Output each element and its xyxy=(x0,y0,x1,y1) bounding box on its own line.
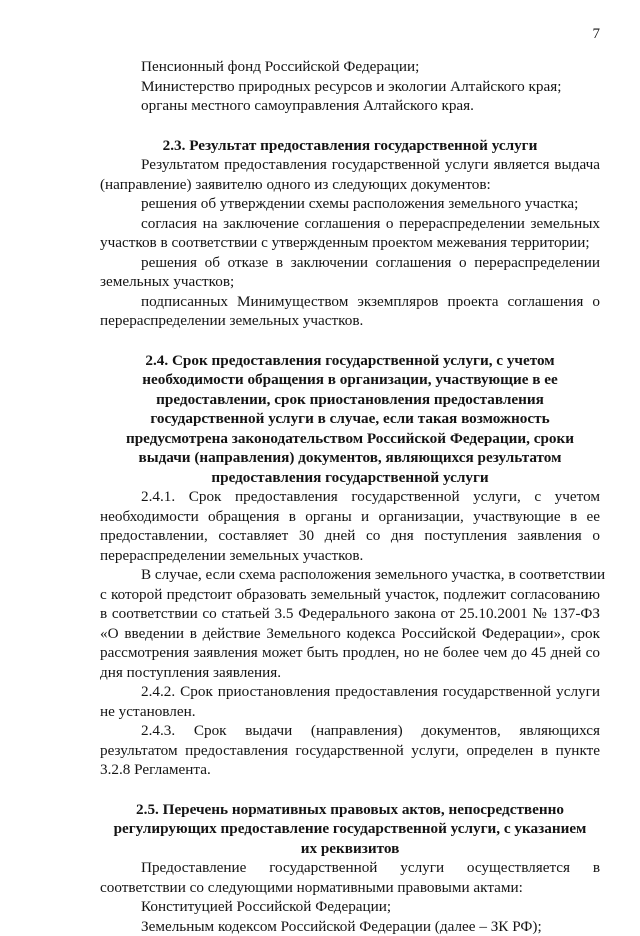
intro-line-1: Пенсионный фонд Российской Федерации; xyxy=(100,57,600,77)
s24-paragraph-line: дня поступления заявления. xyxy=(100,663,600,683)
s24-paragraph-line: В случае, если схема расположения земельного участка, в соответствии xyxy=(100,565,600,585)
s25-paragraph-line: соответствии со следующими нормативными правовыми актами: xyxy=(100,878,600,898)
s25-list-item: Конституцией Российской Федерации; xyxy=(100,897,600,917)
heading-line: предоставления государственной услуги xyxy=(100,468,600,488)
s25-list-item: Земельным кодексом Российской Федерации (далее – ЗК РФ); xyxy=(100,917,600,936)
section-2-5-heading xyxy=(100,800,600,859)
section-2-3-heading: 2.3. Результат предоставления государственной услуги xyxy=(100,136,600,156)
s23-list-item-cont: земельных участков; xyxy=(100,272,600,292)
s23-list-item-cont: перераспределении земельных участков. xyxy=(100,311,600,331)
s24-paragraph-line: 2.4.3. Срок выдачи (направления) документов, являющихся xyxy=(100,721,600,741)
s24-paragraph-line: необходимости обращения в органы и организации, участвующие в ее xyxy=(100,507,600,527)
document-body xyxy=(100,57,600,936)
s23-paragraph-line: Результатом предоставления государственной услуги является выдача xyxy=(100,155,600,175)
heading-line: 2.4. Срок предоставления государственной услуги, с учетом xyxy=(100,351,600,371)
s23-list-item: согласия на заключение соглашения о перераспределении земельных xyxy=(100,214,600,234)
heading-line: выдачи (направления) документов, являющихся результатом xyxy=(100,448,600,468)
page-number: 7 xyxy=(593,26,601,43)
s23-list-item: подписанных Минимуществом экземпляров проекта соглашения о xyxy=(100,292,600,312)
s24-paragraph-line: с которой предстоит образовать земельный участок, подлежит согласованию xyxy=(100,585,600,605)
s23-paragraph-line: (направление) заявителю одного из следующих документов: xyxy=(100,175,600,195)
heading-line: регулирующих предоставление государственной услуги, с указанием xyxy=(100,819,600,839)
s24-paragraph-line: рассмотрения заявления может быть продлен, но не более чем до 45 дней со xyxy=(100,643,600,663)
s24-paragraph-line: 2.4.2. Срок приостановления предоставления государственной услуги xyxy=(100,682,600,702)
intro-line-2: Министерство природных ресурсов и экологии Алтайского края; xyxy=(100,77,600,97)
heading-line: предусмотрена законодательством Российской Федерации, сроки xyxy=(100,429,600,449)
s24-paragraph-line: 2.4.1. Срок предоставления государственной услуги, с учетом xyxy=(100,487,600,507)
heading-line: 2.5. Перечень нормативных правовых актов, непосредственно xyxy=(100,800,600,820)
section-2-3 xyxy=(100,136,600,331)
intro-line-3: органы местного самоуправления Алтайского края. xyxy=(100,96,600,116)
s23-list-item: решения об отказе в заключении соглашения о перераспределении xyxy=(100,253,600,273)
section-2-4-heading xyxy=(100,351,600,488)
s25-paragraph-line: Предоставление государственной услуги осуществляется в xyxy=(100,858,600,878)
heading-line: предоставлении, срок приостановления предоставления xyxy=(100,390,600,410)
s24-paragraph-line: результатом предоставления государственной услуги, определен в пункте xyxy=(100,741,600,761)
s23-list-item: решения об утверждении схемы расположения земельного участка; xyxy=(100,194,600,214)
s24-paragraph-line: перераспределении земельных участков. xyxy=(100,546,600,566)
heading-line: их реквизитов xyxy=(100,839,600,859)
s24-paragraph-line: 3.2.8 Регламента. xyxy=(100,760,600,780)
s24-paragraph-line: не установлен. xyxy=(100,702,600,722)
heading-line: государственной услуги в случае, если такая возможность xyxy=(100,409,600,429)
section-2-5 xyxy=(100,800,600,936)
heading-line: необходимости обращения в организации, участвующие в ее xyxy=(100,370,600,390)
s24-paragraph-line: в соответствии со статьей 3.5 Федерального закона от 25.10.2001 № 137-ФЗ xyxy=(100,604,600,624)
s23-list-item-cont: участков в соответствии с утвержденным проектом межевания территории; xyxy=(100,233,600,253)
section-2-4 xyxy=(100,351,600,780)
s24-paragraph-line: предоставлении, составляет 30 дней со дня поступления заявления о xyxy=(100,526,600,546)
s24-paragraph-line: «О введении в действие Земельного кодекса Российской Федерации», срок xyxy=(100,624,600,644)
